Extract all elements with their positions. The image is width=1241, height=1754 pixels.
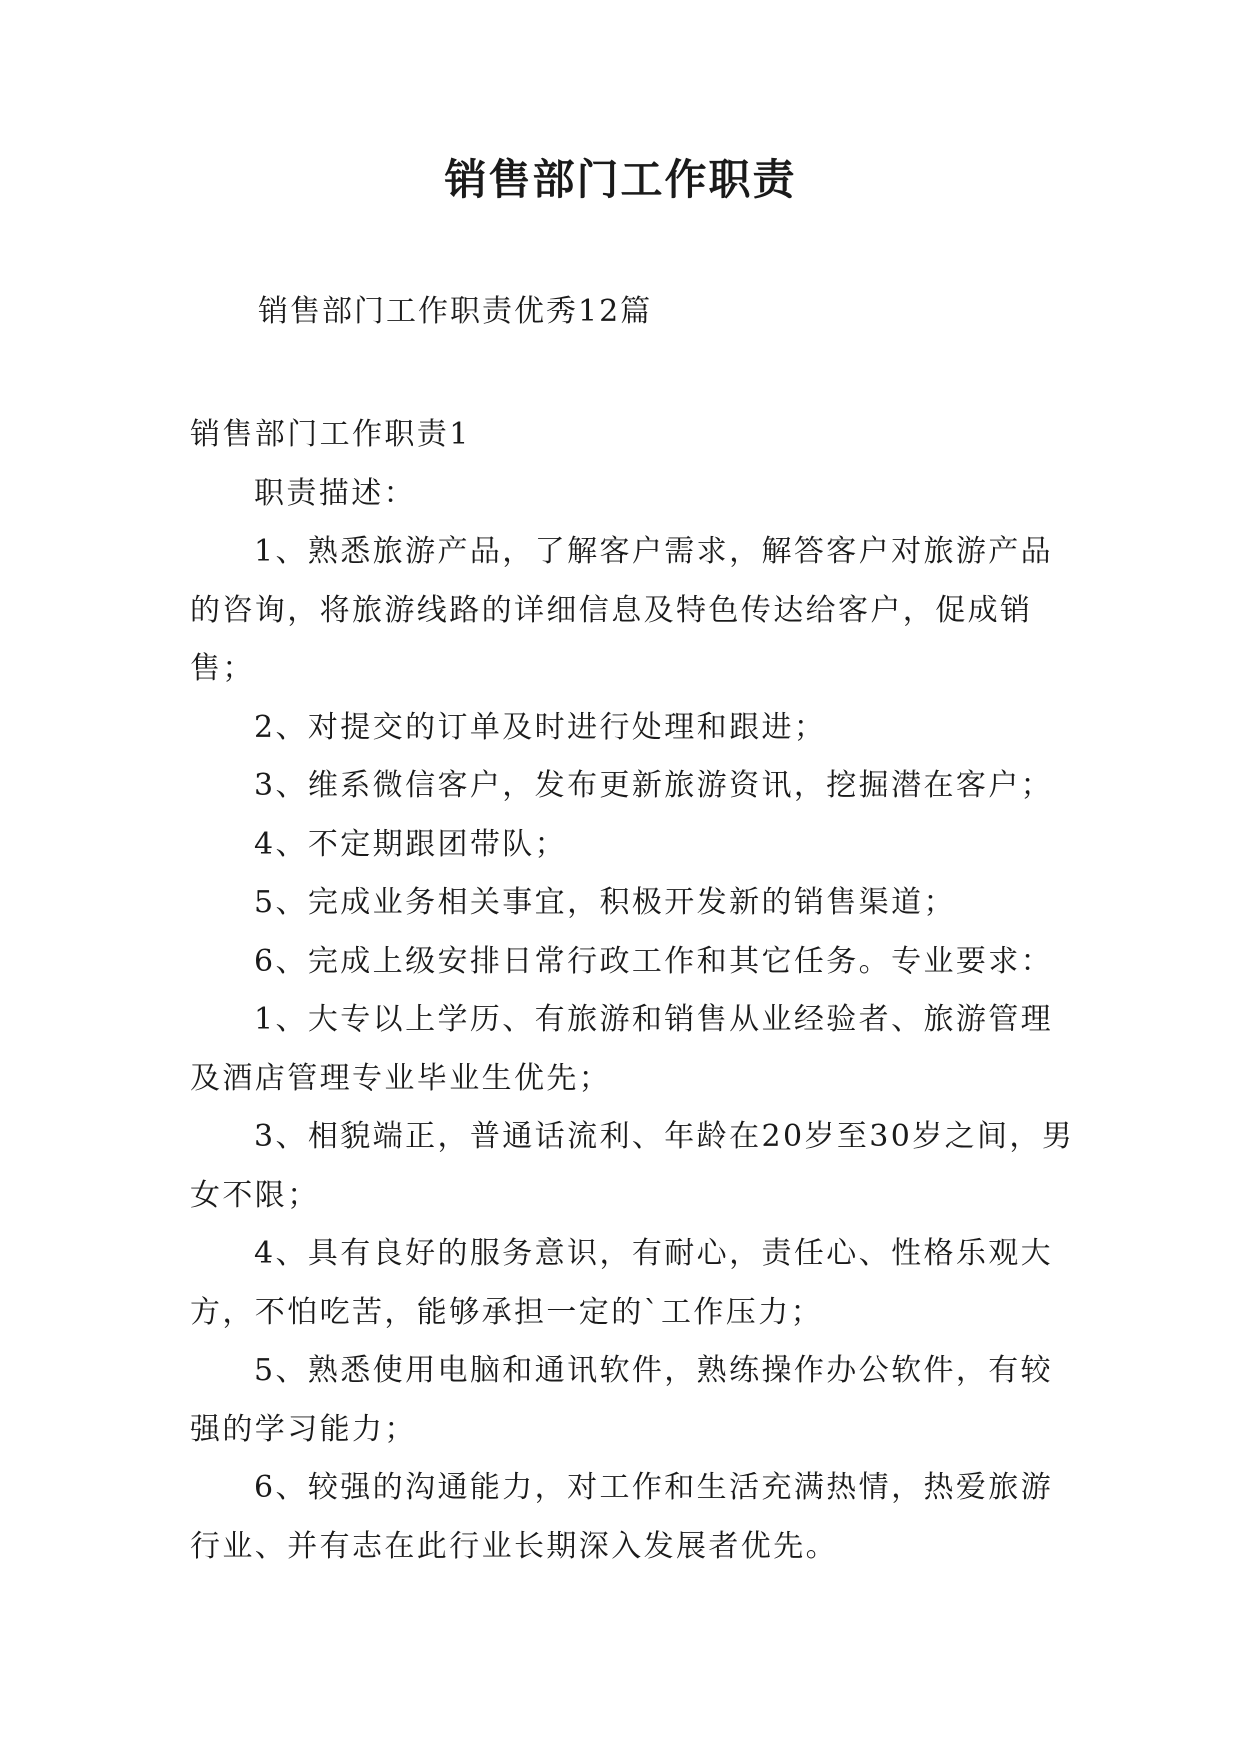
paragraph-duty-2: 2、对提交的订单及时进行处理和跟进； [254, 709, 827, 745]
paragraph-duty-4: 4、不定期跟团带队； [254, 826, 568, 862]
paragraph-duty-description: 职责描述： [254, 475, 416, 511]
section-heading: 销售部门工作职责1 [190, 417, 471, 452]
paragraph-duty-5: 5、完成业务相关事宜，积极开发新的销售渠道； [254, 885, 956, 920]
paragraph-requirement-5: 5、熟悉使用电脑和通讯软件，熟练操作办公软件，有较强的学习能力； [190, 1353, 1054, 1447]
paragraph-duty-6: 6、完成上级安排日常行政工作和其它任务。专业要求： [254, 943, 1054, 979]
paragraph-duty-1: 1、熟悉旅游产品，了解客户需求，解答客户对旅游产品的咨询，将旅游线路的详细信息及特色传达给客户，促成销售； [190, 534, 1054, 686]
document-subtitle: 销售部门工作职责优秀12篇 [258, 294, 653, 329]
paragraph-requirement-1: 1、大专以上学历、有旅游和销售从业经验者、旅游管理及酒店管理专业毕业生优先； [190, 1002, 1054, 1096]
paragraph-requirement-3: 3、相貌端正，普通话流利、年龄在20岁至30岁之间，男女不限； [190, 1119, 1075, 1213]
page-title: 销售部门工作职责 [444, 155, 797, 204]
paragraph-requirement-4: 4、具有良好的服务意识，有耐心，责任心、性格乐观大方，不怕吃苦，能够承担一定的`工作压力； [190, 1236, 1054, 1330]
paragraph-requirement-6: 6、较强的沟通能力，对工作和生活充满热情，热爱旅游行业、并有志在此行业长期深入发展者优先。 [190, 1470, 1054, 1564]
paragraph-duty-3: 3、维系微信客户，发布更新旅游资讯，挖掘潜在客户； [254, 768, 1054, 803]
document-body [190, 406, 1080, 1576]
